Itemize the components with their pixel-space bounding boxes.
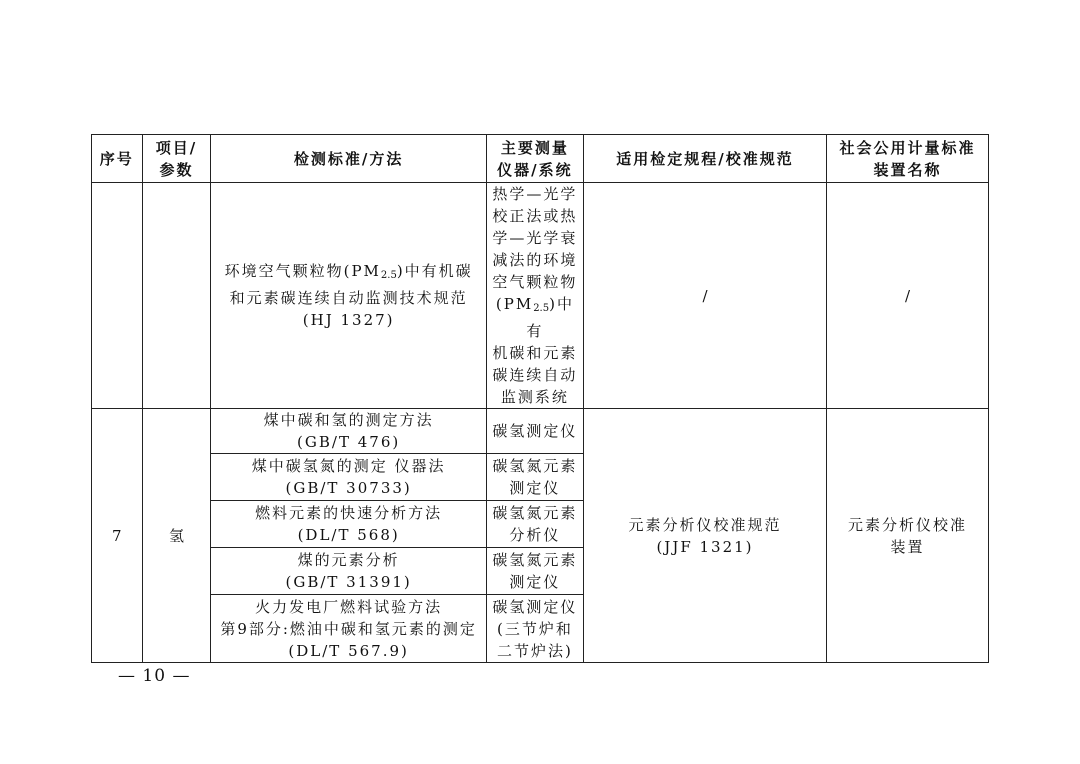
instrument-text-post: )中有 机碳和元素 碳连续自动 监测系统 xyxy=(492,295,578,406)
table-row-pm25 xyxy=(92,183,989,409)
header-param: 项目/ 参数 xyxy=(142,135,211,183)
cell-device: / xyxy=(826,183,988,409)
instrument-subscript: 2.5 xyxy=(533,303,550,314)
header-standard: 检测标准/方法 xyxy=(211,135,486,183)
cell-instrument: 碳氢测定仪 (三节炉和 二节炉法) xyxy=(486,595,583,663)
header-serial: 序号 xyxy=(92,135,143,183)
cell-standard: 火力发电厂燃料试验方法 第9部分:燃油中碳和氢元素的测定 (DL/T 567.9) xyxy=(211,595,486,663)
cell-serial xyxy=(92,183,143,409)
page-number: — 10 — xyxy=(118,666,191,686)
cell-instrument: 碳氢氮元素 测定仪 xyxy=(486,548,583,595)
cell-serial: 7 xyxy=(92,409,143,663)
table-header-row xyxy=(92,135,989,183)
cell-instrument: 碳氢氮元素 测定仪 xyxy=(486,454,583,501)
cell-param: 氢 xyxy=(142,409,211,663)
standard-text-post: )中有机碳 和元素碳连续自动监测技术规范 (HJ 1327) xyxy=(229,262,473,329)
cell-standard xyxy=(211,183,486,409)
cell-device: 元素分析仪校准 装置 xyxy=(826,409,988,663)
cell-instrument: 碳氢测定仪 xyxy=(486,409,583,454)
cell-regulation: 元素分析仪校准规范 (JJF 1321) xyxy=(584,409,827,663)
cell-standard: 燃料元素的快速分析方法 (DL/T 568) xyxy=(211,501,486,548)
standard-text-pre: 环境空气颗粒物(PM xyxy=(224,262,381,280)
cell-instrument xyxy=(486,183,583,409)
instrument-text-pre: 热学—光学 校正法或热 学—光学衰 减法的环境 空气颗粒物 (PM xyxy=(492,185,578,313)
cell-instrument: 碳氢氮元素 分析仪 xyxy=(486,501,583,548)
header-instrument: 主要测量 仪器/系统 xyxy=(486,135,583,183)
cell-regulation: / xyxy=(584,183,827,409)
standard-subscript: 2.5 xyxy=(380,270,397,281)
header-regulation: 适用检定规程/校准规范 xyxy=(584,135,827,183)
table-row xyxy=(92,409,989,454)
cell-standard: 煤中碳和氢的测定方法 (GB/T 476) xyxy=(211,409,486,454)
cell-standard: 煤的元素分析 (GB/T 31391) xyxy=(211,548,486,595)
cell-standard: 煤中碳氢氮的测定 仪器法 (GB/T 30733) xyxy=(211,454,486,501)
cell-param xyxy=(142,183,211,409)
metrology-standards-table xyxy=(91,134,989,663)
header-device: 社会公用计量标准 装置名称 xyxy=(826,135,988,183)
